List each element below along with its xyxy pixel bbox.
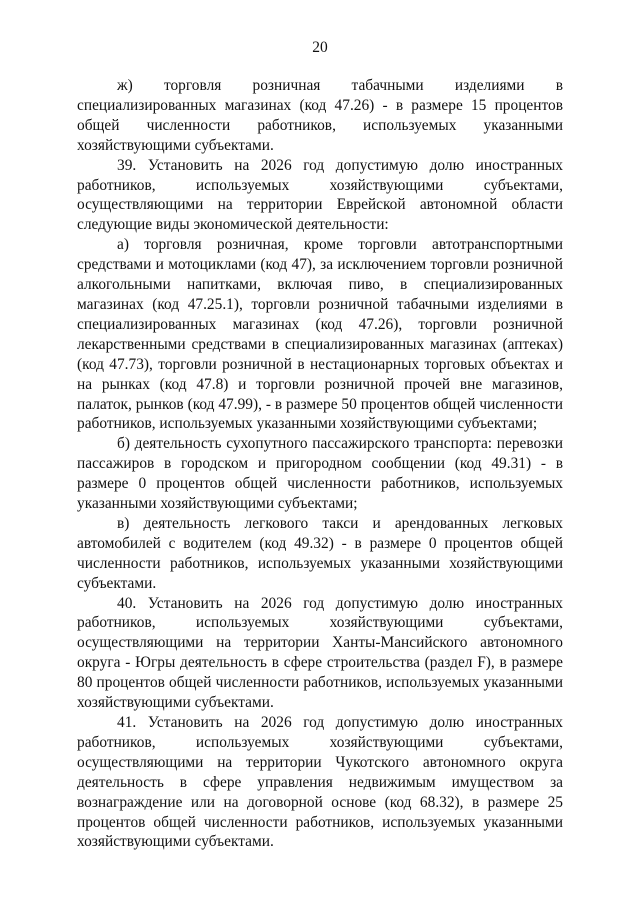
paragraph-clause-41: 41. Установить на 2026 год допустимую долю иностранных работников, используемых хозяйствующими субъектами, осуществляющими на территории Чукотского автономного округа деятельность в сфере управления недвижимым имуществом за вознаграждение или на договорной основе (код 68.32), в размере 25 процентов общей численности работников, используемых указанными хозяйствующими субъектами.	[77, 714, 563, 851]
paragraph-clause-40: 40. Установить на 2026 год допустимую долю иностранных работников, используемых хозяйствующими субъектами, осуществляющими на территории Ханты-Мансийского автономного округа - Югры деятельность в сфере строительства (раздел F), в размере 80 процентов общей численности работников, используемых указанными хозяйствующими субъектами.	[77, 594, 563, 712]
paragraph-item-v: в) деятельность легкового такси и арендованных легковых автомобилей с водителем (код 49.32) - в размере 0 процентов общей численности работников, используемых указанными хозяйствующими субъектами.	[77, 514, 563, 592]
paragraph-item-b: б) деятельность сухопутного пассажирского транспорта: перевозки пассажиров в городском и пригородном сообщении (код 49.31) - в размере 0 процентов общей численности работников, используемых указанными хозяйствующими субъектами;	[77, 435, 563, 513]
paragraph-clause-39: 39. Установить на 2026 год допустимую долю иностранных работников, используемых хозяйствующими субъектами, осуществляющими на территории Еврейской автономной области следующие виды экономической деятельности:	[77, 156, 563, 234]
paragraph-item-zh: ж) торговля розничная табачными изделиями в специализированных магазинах (код 47.26) - в размере 15 процентов общей численности работников, используемых указанными хозяйствующими субъектами.	[77, 77, 563, 154]
paragraph-item-a: а) торговля розничная, кроме торговли автотранспортными средствами и мотоциклами (код 47), за исключением торговли розничной алкогольными напитками, включая пиво, в специализированных магазинах (код 47.25.1), торговли розничной табачными изделиями в специализированных магазинах (код 47.26), торговли розничной лекарственными средствами в специализированных магазинах (аптеках) (код 47.73), торговли розничной в нестационарных торговых объектах и на рынках (код 47.8) и торговли розничной прочей вне магазинов, палаток, рынков (код 47.99), - в размере 50 процентов общей численности работников, используемых указанными хозяйствующими субъектами;	[77, 236, 563, 433]
page-number: 20	[312, 39, 328, 56]
document-body	[77, 76, 563, 852]
